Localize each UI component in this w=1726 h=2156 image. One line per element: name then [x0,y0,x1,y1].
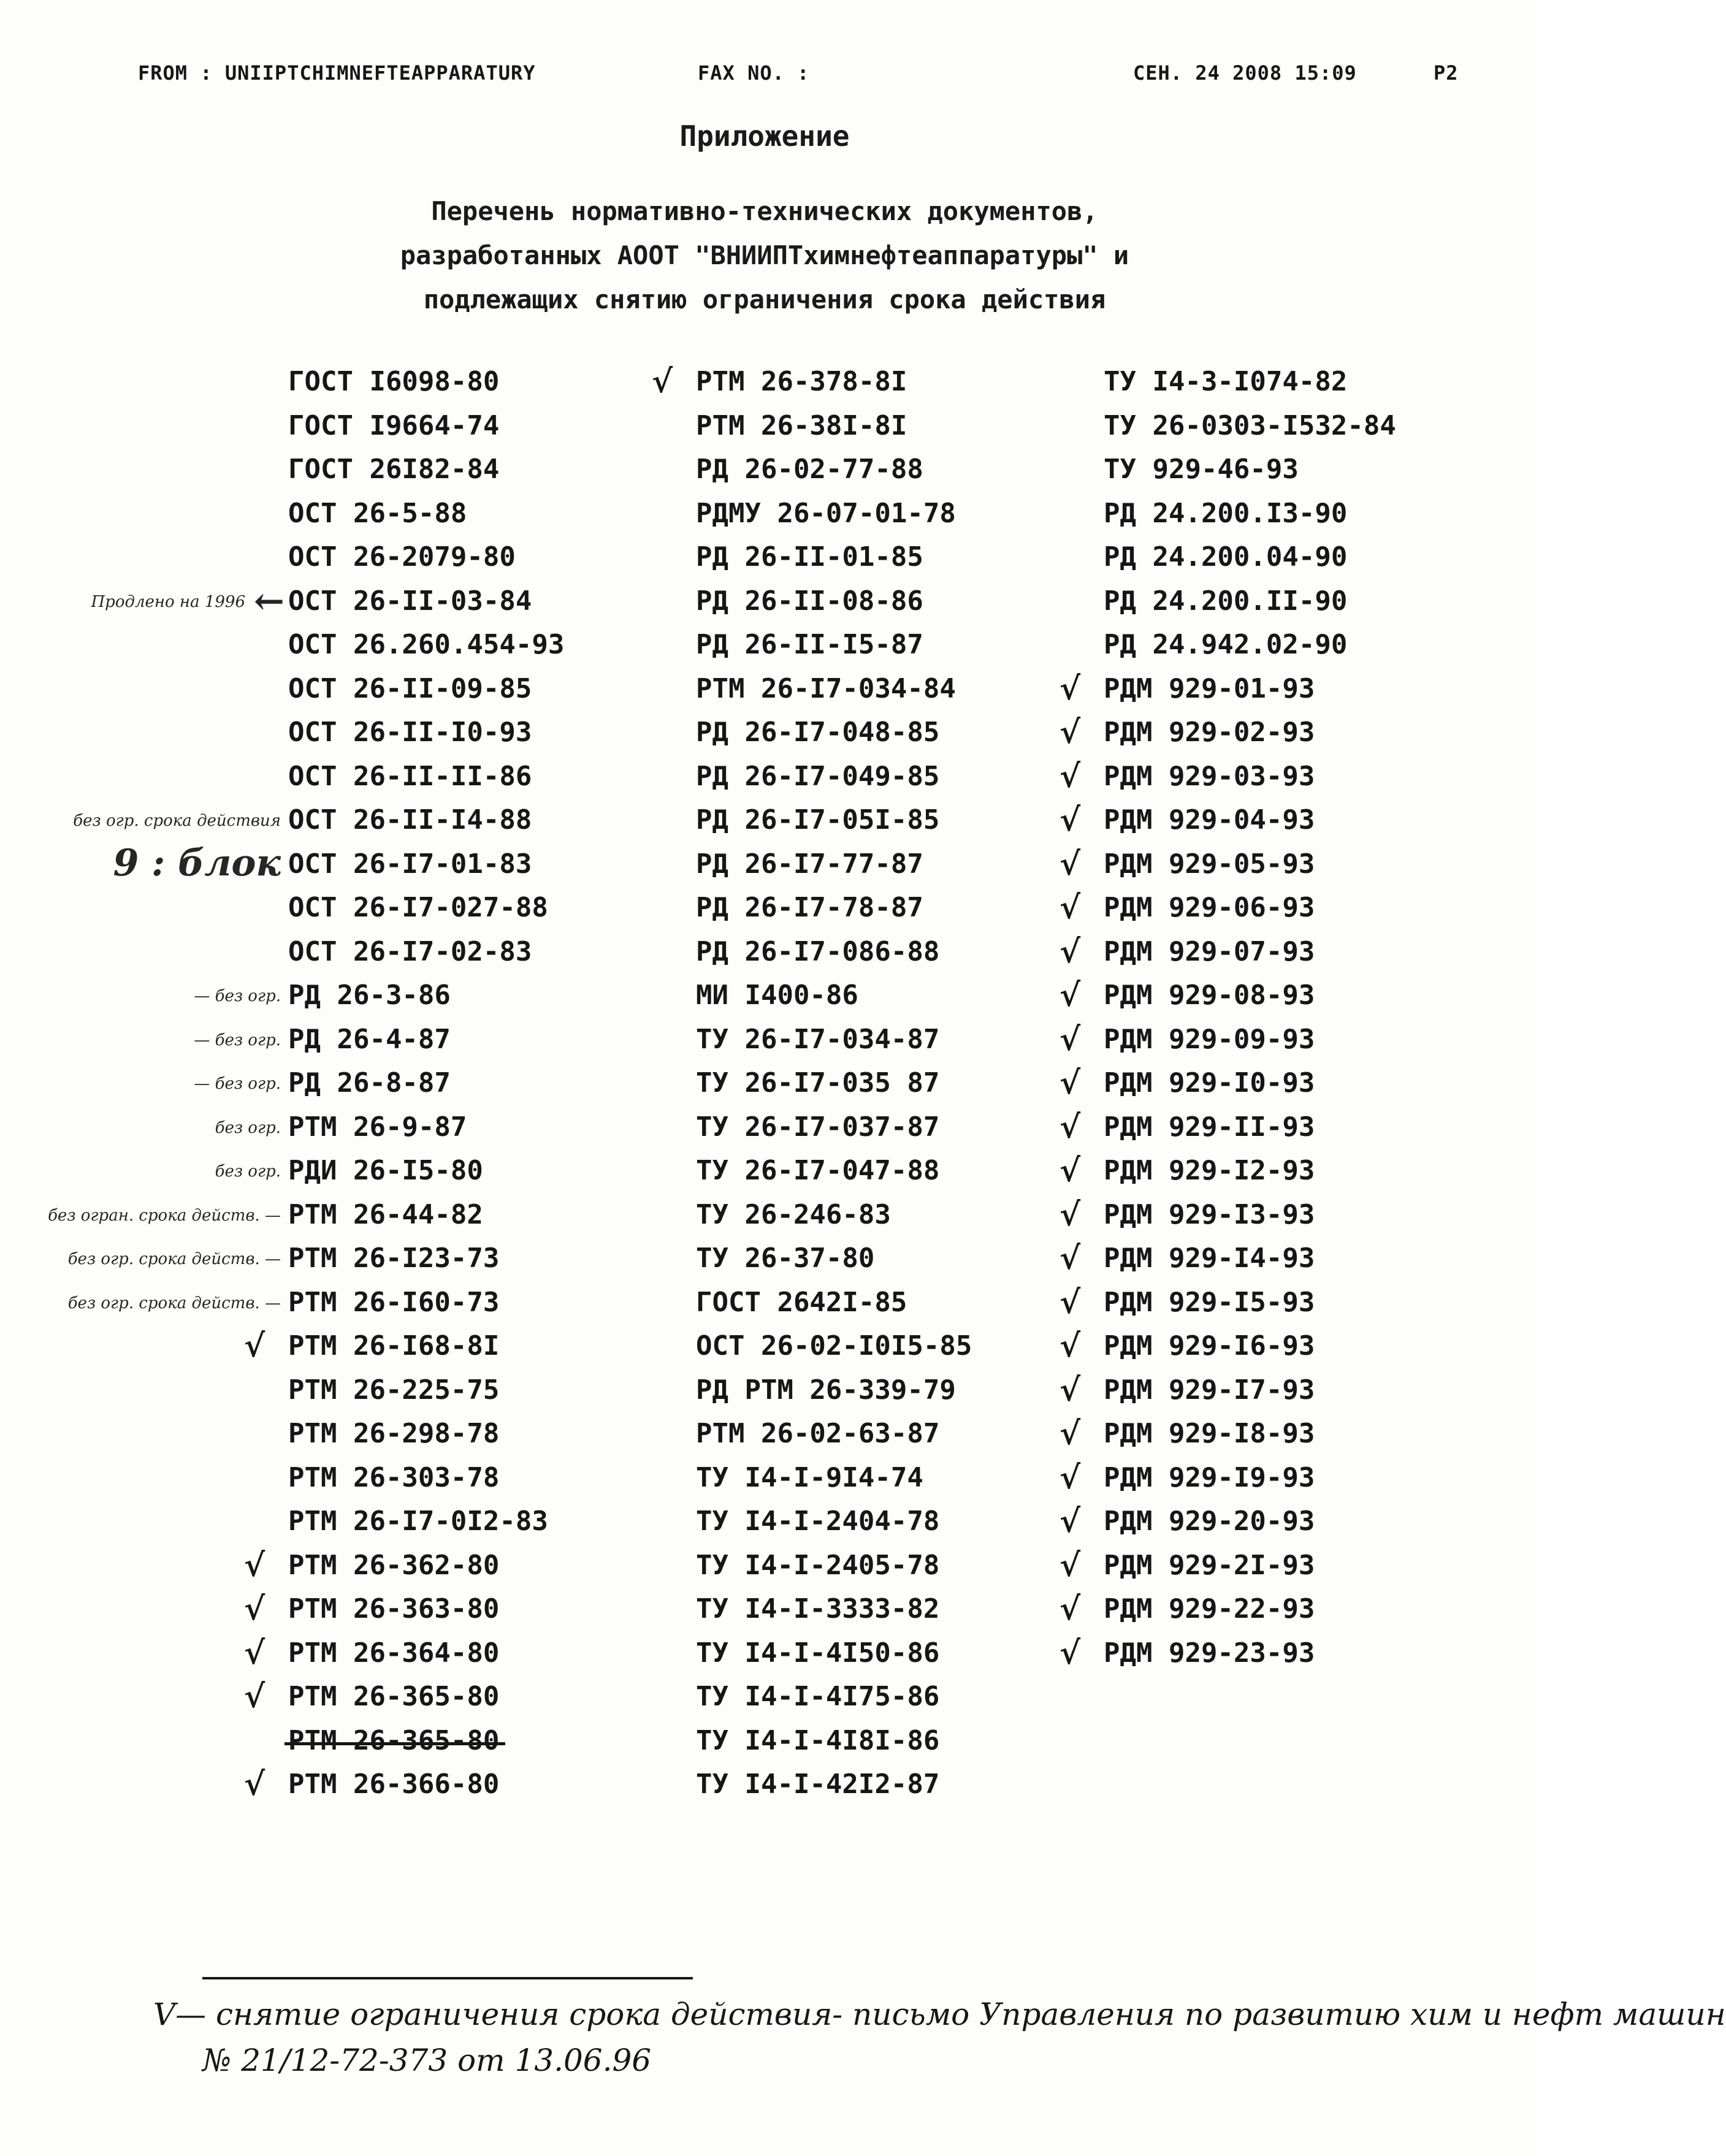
fax-datetime: СЕН. 24 2008 15:09 [1133,61,1357,85]
fax-page-number: P2 [1434,61,1459,85]
document-code: ОСТ 26-II-I4-88 [288,804,532,836]
document-code: РТМ 26-298-78 [288,1418,500,1449]
check-mark: √ [1060,1064,1081,1102]
check-mark: √ [1060,1327,1081,1365]
title-line-1: Перечень нормативно-технических документов, [431,196,1098,226]
document-code: РДМ 929-I2-93 [1104,1155,1315,1186]
document-code: РДМ 929-2I-93 [1104,1550,1315,1581]
document-code: РТМ 26-02-63-87 [696,1418,940,1449]
handwritten-margin-note: без огр. срока действия [73,812,281,830]
title-line-2: разработанных АООТ "ВНИИПТхимнефтеаппаратуры" и [400,240,1129,270]
document-code: РДМ 929-03-93 [1104,761,1315,792]
check-mark: √ [1060,1415,1081,1452]
handwritten-margin-note: без огр. срока действ. — [67,1294,281,1312]
document-code: РДМ 929-08-93 [1104,980,1315,1011]
document-code: ТУ I4-I-2405-78 [696,1550,940,1581]
document-code: РД 26-I7-78-87 [696,892,923,923]
document-code: ОСТ 26-II-03-84 [288,585,532,617]
check-mark: √ [1060,977,1081,1014]
check-mark: √ [1060,933,1081,970]
footnote-line-1: V— снятие ограничения срока действия- письмо Управления по развитию хим и нефт машин [153,1997,1726,2032]
check-mark: √ [1060,714,1081,751]
document-code: ГОСТ 26I82-84 [288,454,500,485]
document-code: РТМ 26-38I-8I [696,410,907,441]
document-code: РДМ 929-22-93 [1104,1593,1315,1625]
handwritten-margin-note: — без огр. [194,1031,281,1049]
document-code: РТМ 26-9-87 [288,1111,467,1143]
check-mark: √ [1060,1503,1081,1540]
handwritten-margin-note: Продлено на 1996 [91,593,245,611]
document-code: РД 26-I7-049-85 [696,761,940,792]
document-code: ТУ 26-I7-035 87 [696,1067,940,1099]
check-mark: √ [1060,670,1081,707]
document-code: РД 24.200.04-90 [1104,541,1348,573]
check-mark: √ [1060,1021,1081,1058]
appendix-heading: Приложение [679,120,850,153]
check-mark: √ [244,1634,265,1672]
fax-from: FROM : UNIIPTCHIMNEFTEAPPARATURY [138,61,536,85]
document-code: РД 26-I7-77-87 [696,848,923,880]
document-code: ТУ 26-0303-I532-84 [1104,410,1396,441]
document-code: ОСТ 26-I7-02-83 [288,936,532,967]
struck-document-code: РТМ 26-365-80 [288,1725,500,1756]
document-code: РД 26-I7-048-85 [696,717,940,748]
document-code: РДМ 929-23-93 [1104,1637,1315,1669]
document-code: РДИ 26-I5-80 [288,1155,483,1186]
document-code: РТМ 26-I60-73 [288,1287,500,1318]
check-mark: √ [1060,1108,1081,1146]
document-code: РДМ 929-06-93 [1104,892,1315,923]
document-code: ГОСТ I6098-80 [288,366,500,397]
document-code: ТУ I4-I-4I50-86 [696,1637,940,1669]
document-code: РДМ 929-05-93 [1104,848,1315,880]
check-mark: √ [244,1590,265,1628]
document-code: РД 26-I7-05I-85 [696,804,940,836]
document-code: РДМ 929-I6-93 [1104,1330,1315,1362]
check-mark: √ [1060,1634,1081,1672]
document-code: РДМ 929-I9-93 [1104,1462,1315,1493]
title-line-3: подлежащих снятию ограничения срока действия [423,284,1106,314]
document-code: РДМ 929-01-93 [1104,673,1315,704]
document-code: РТМ 26-I68-8I [288,1330,500,1362]
check-mark: √ [1060,1547,1081,1584]
document-code: РТМ 26-365-80 [288,1681,500,1712]
document-code: РДМ 929-I7-93 [1104,1374,1315,1406]
document-code: РТМ 26-I7-0I2-83 [288,1506,548,1537]
handwritten-margin-note: — без огр. [194,987,281,1005]
document-code: ТУ 26-I7-037-87 [696,1111,940,1143]
document-code: РД 26-I7-086-88 [696,936,940,967]
document-code: ОСТ 26-II-I0-93 [288,717,532,748]
check-mark: √ [1060,845,1081,883]
document-code: РД 26-02-77-88 [696,454,923,485]
document-code: РТМ 26-44-82 [288,1199,483,1230]
document-code: ТУ 26-I7-034-87 [696,1024,940,1055]
document-code: РТМ 26-378-8I [696,366,907,397]
document-code: ОСТ 26-II-09-85 [288,673,532,704]
left-arrow-icon: ← [253,580,284,623]
document-code: ТУ I4-I-42I2-87 [696,1769,940,1800]
document-code: РДМ 929-I8-93 [1104,1418,1315,1449]
handwritten-margin-note: без огр. [215,1162,281,1181]
fax-header [0,61,1529,98]
check-mark: √ [1060,1152,1081,1189]
check-mark: √ [1060,1284,1081,1321]
document-code: ОСТ 26-I7-01-83 [288,848,532,880]
check-mark: √ [1060,758,1081,795]
document-code: РД 26-3-86 [288,980,451,1011]
document-code: РД 26-II-08-86 [696,585,923,617]
check-mark: √ [244,1766,265,1803]
document-code: ГОСТ I9664-74 [288,410,500,441]
document-code: РДМ 929-20-93 [1104,1506,1315,1537]
document-code: РДМ 929-I3-93 [1104,1199,1315,1230]
document-code: РТМ 26-366-80 [288,1769,500,1800]
document-code: РДМ 929-I4-93 [1104,1243,1315,1274]
document-code: РД 24.942.02-90 [1104,629,1348,660]
check-mark: √ [1060,1196,1081,1233]
handwritten-margin-note: 9 : блок [113,842,281,885]
document-code: РДМУ 26-07-01-78 [696,498,956,529]
document-code: РД 26-II-01-85 [696,541,923,573]
check-mark: √ [1060,1459,1081,1496]
document-code: ТУ 929-46-93 [1104,454,1299,485]
document-code: ТУ I4-3-I074-82 [1104,366,1348,397]
document-code: ОСТ 26-5-88 [288,498,467,529]
document-code: РДМ 929-07-93 [1104,936,1315,967]
check-mark: √ [1060,889,1081,926]
document-code: ТУ I4-I-4I75-86 [696,1681,940,1712]
document-code: РД 26-4-87 [288,1024,451,1055]
document-code: ОСТ 26-II-II-86 [288,761,532,792]
document-code: ТУ I4-I-2404-78 [696,1506,940,1537]
document-code: ОСТ 26-I7-027-88 [288,892,548,923]
document-code: ОСТ 26-2079-80 [288,541,516,573]
document-code: РТМ 26-364-80 [288,1637,500,1669]
document-code: РДМ 929-I5-93 [1104,1287,1315,1318]
handwritten-margin-note: без огран. срока действ. — [48,1206,281,1225]
footnote-line-2: № 21/12-72-373 от 13.06.96 [202,2043,652,2078]
check-mark: √ [1060,1240,1081,1277]
check-mark: √ [244,1327,265,1365]
document-code: РТМ 26-363-80 [288,1593,500,1625]
document-code: РТМ 26-362-80 [288,1550,500,1581]
document-code: РД РТМ 26-339-79 [696,1374,956,1406]
document-code: ТУ 26-37-80 [696,1243,875,1274]
check-mark: √ [1060,801,1081,839]
handwritten-margin-note: без огр. срока действ. — [67,1250,281,1268]
document-code: РД 24.200.I3-90 [1104,498,1348,529]
fax-number-label: FAX NO. : [698,61,810,85]
footnote-divider [202,1977,693,1979]
document-code: ТУ I4-I-9I4-74 [696,1462,923,1493]
document-code: ОСТ 26.260.454-93 [288,629,565,660]
document-code: РДМ 929-II-93 [1104,1111,1315,1143]
document-code: РТМ 26-225-75 [288,1374,500,1406]
document-code: РД 26-8-87 [288,1067,451,1099]
handwritten-margin-note: без огр. [215,1119,281,1137]
document-code: РДМ 929-02-93 [1104,717,1315,748]
document-code: МИ I400-86 [696,980,858,1011]
document-code: РД 24.200.II-90 [1104,585,1348,617]
document-title [0,120,1529,322]
document-code: РДМ 929-09-93 [1104,1024,1315,1055]
check-mark: √ [244,1547,265,1584]
document-code: РДМ 929-04-93 [1104,804,1315,836]
document-code: РД 26-II-I5-87 [696,629,923,660]
document-code: ГОСТ 2642I-85 [696,1287,907,1318]
document-code: РТМ 26-I7-034-84 [696,673,956,704]
check-mark: √ [1060,1590,1081,1628]
document-code: ТУ 26-I7-047-88 [696,1155,940,1186]
check-mark: √ [652,363,673,400]
document-code: РТМ 26-I23-73 [288,1243,500,1274]
check-mark: √ [1060,1371,1081,1409]
document-code: ОСТ 26-02-I0I5-85 [696,1330,972,1362]
check-mark: √ [244,1678,265,1715]
document-code: ТУ I4-I-4I8I-86 [696,1725,940,1756]
handwritten-margin-note: — без огр. [194,1075,281,1093]
document-code: РТМ 26-303-78 [288,1462,500,1493]
document-code: ТУ 26-246-83 [696,1199,891,1230]
document-code: РДМ 929-I0-93 [1104,1067,1315,1099]
document-code: ТУ I4-I-3333-82 [696,1593,940,1625]
